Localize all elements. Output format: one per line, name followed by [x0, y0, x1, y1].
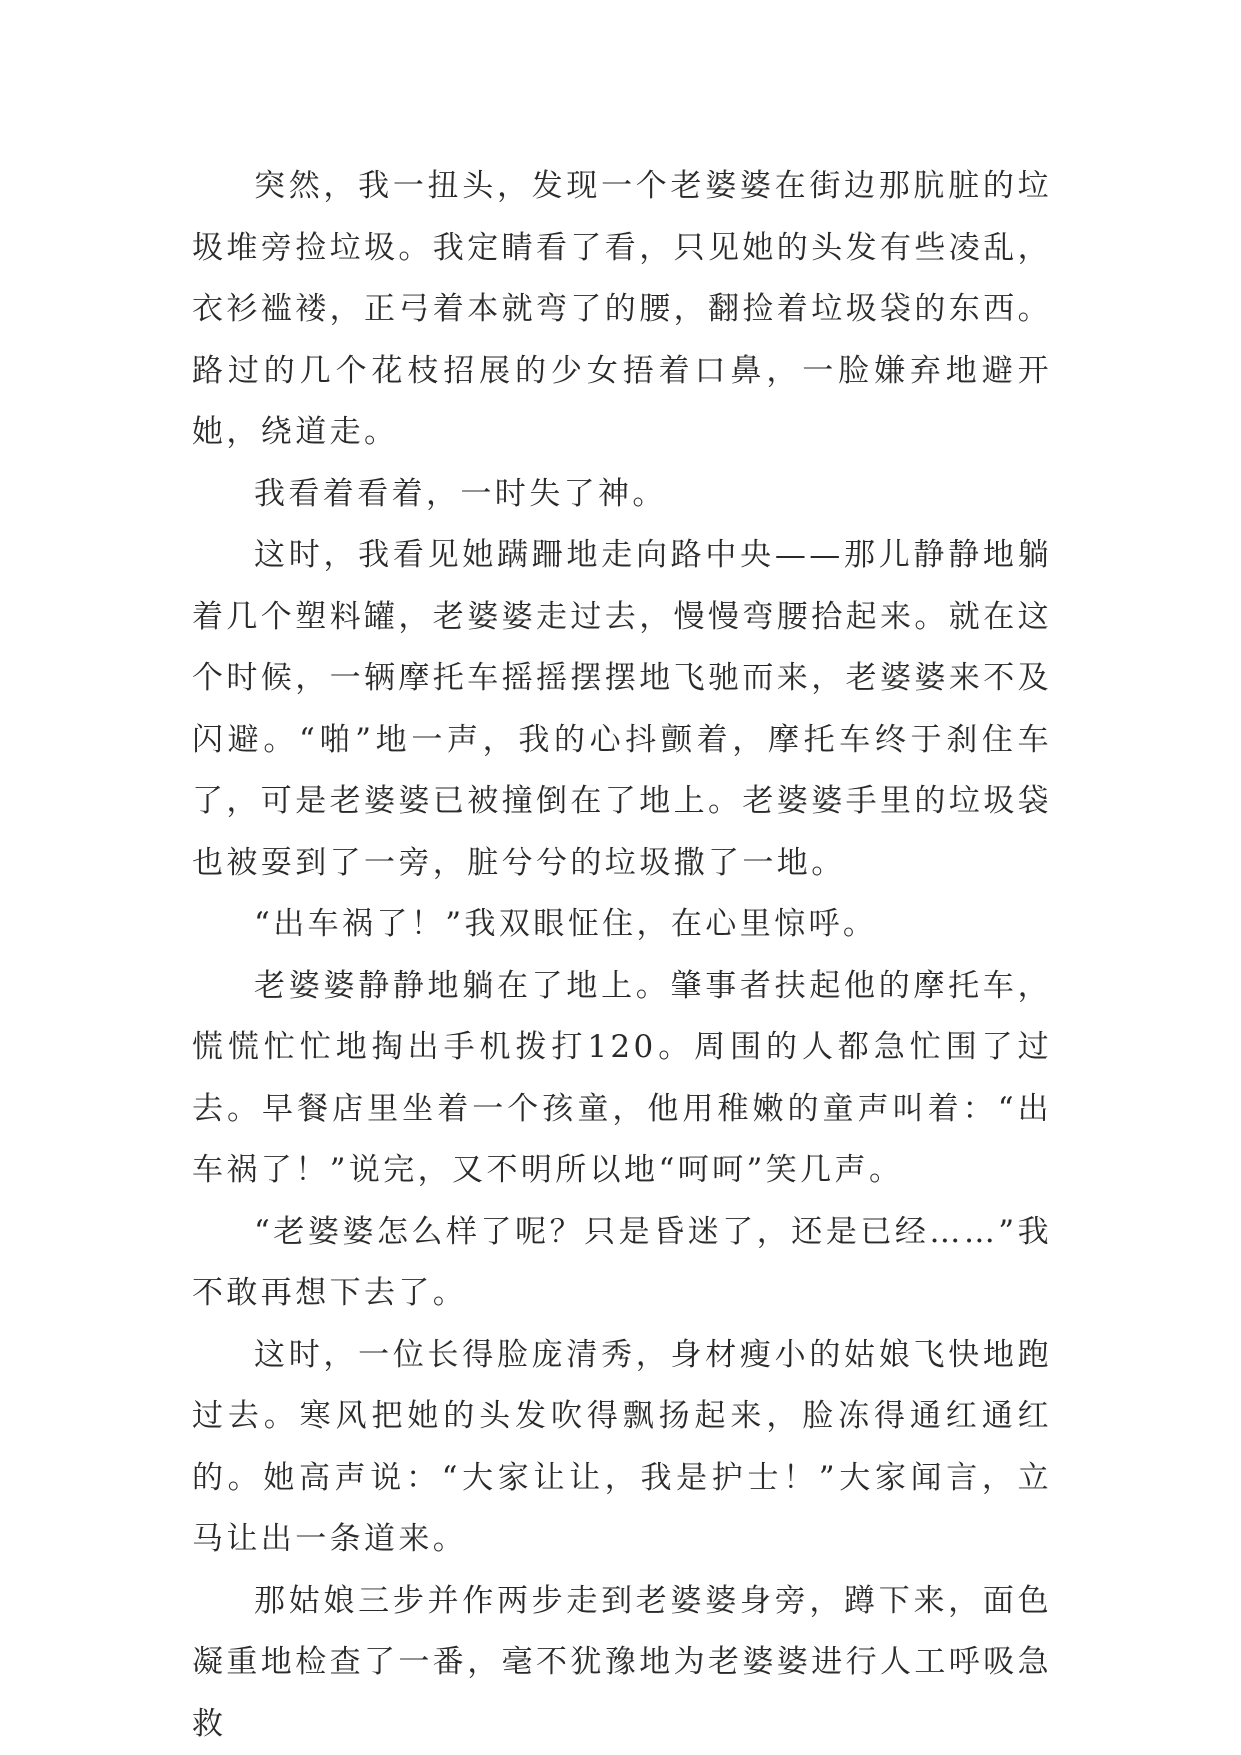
paragraph: 老婆婆静静地躺在了地上。肇事者扶起他的摩托车，慌慌忙忙地掏出手机拨打120。周围的人都急忙围了过去。早餐店里坐着一个孩童，他用稚嫩的童声叫着：“出车祸了！”说完，又不明所以地“呵呵”笑几声。	[192, 956, 1052, 1202]
document-body	[192, 156, 1052, 1755]
paragraph: 这时，我看见她蹒跚地走向路中央——那儿静静地躺着几个塑料罐，老婆婆走过去，慢慢弯腰拾起来。就在这个时候，一辆摩托车摇摇摆摆地飞驰而来，老婆婆来不及闪避。“啪”地一声，我的心抖颤着，摩托车终于刹住车了，可是老婆婆已被撞倒在了地上。老婆婆手里的垃圾袋也被耍到了一旁，脏兮兮的垃圾撒了一地。	[192, 525, 1052, 894]
paragraph: 突然，我一扭头，发现一个老婆婆在街边那肮脏的垃圾堆旁捡垃圾。我定睛看了看，只见她的头发有些凌乱，衣衫褴褛，正弓着本就弯了的腰，翻捡着垃圾袋的东西。路过的几个花枝招展的少女捂着口鼻，一脸嫌弃地避开她，绕道走。	[192, 156, 1052, 464]
paragraph: “出车祸了！”我双眼怔住，在心里惊呼。	[192, 894, 1052, 956]
paragraph: 那姑娘三步并作两步走到老婆婆身旁，蹲下来，面色凝重地检查了一番，毫不犹豫地为老婆婆进行人工呼吸急救	[192, 1571, 1052, 1755]
paragraph: 这时，一位长得脸庞清秀，身材瘦小的姑娘飞快地跑过去。寒风把她的头发吹得飘扬起来，脸冻得通红通红的。她高声说：“大家让让，我是护士！”大家闻言，立马让出一条道来。	[192, 1325, 1052, 1571]
paragraph: 我看着看着，一时失了神。	[192, 464, 1052, 526]
paragraph: “老婆婆怎么样了呢？只是昏迷了，还是已经……”我不敢再想下去了。	[192, 1202, 1052, 1325]
